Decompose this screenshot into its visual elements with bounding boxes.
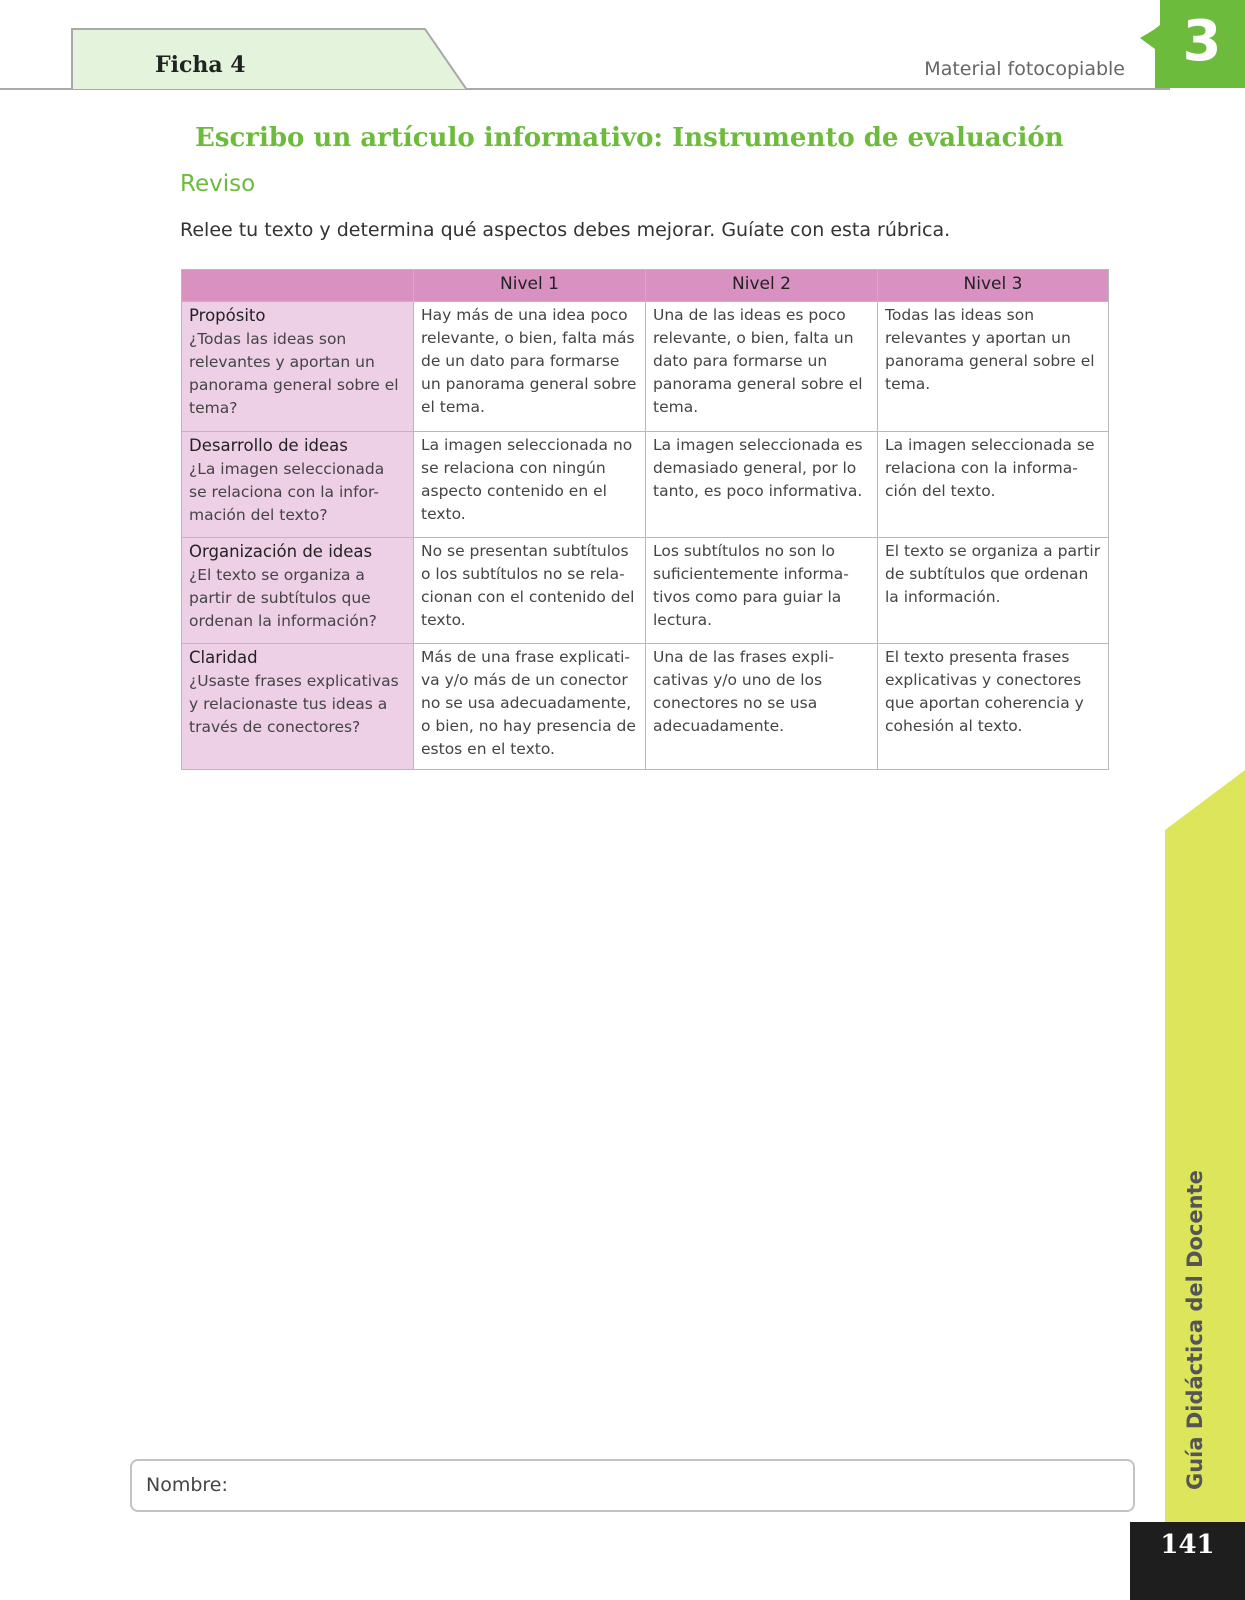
ficha-label: Ficha 4 (155, 52, 246, 78)
level-cell: El texto se organiza a partir de subtítulos que ordenan la información. (878, 538, 1109, 644)
level-cell: Una de las frases expli-cativas y/o uno de los conectores no se usa adecuadamente. (646, 644, 878, 770)
criterion-question: ¿La imagen seleccionada se relaciona con la infor-mación del texto? (189, 460, 385, 524)
level-cell: Hay más de una idea poco relevante, o bien, falta más de un dato para formarse un panorama general sobre el tema. (414, 302, 646, 432)
level-cell: Una de las ideas es poco relevante, o bien, falta un dato para formarse un panorama general sobre el tema. (646, 302, 878, 432)
table-row (182, 644, 1109, 770)
section-subtitle: Reviso (180, 171, 256, 197)
criterion-name: Claridad (189, 648, 258, 667)
material-label: Material fotocopiable (924, 58, 1125, 80)
level-cell: Todas las ideas son relevantes y aportan un panorama general sobre el tema. (878, 302, 1109, 432)
table-row (182, 538, 1109, 644)
criterion-name: Propósito (189, 306, 266, 325)
rubric-header-nivel-1: Nivel 1 (414, 270, 646, 302)
criterion-cell (182, 538, 414, 644)
instruction-text: Relee tu texto y determina qué aspectos debes mejorar. Guíate con esta rúbrica. (180, 219, 951, 241)
criterion-cell (182, 432, 414, 538)
criterion-name: Desarrollo de ideas (189, 436, 348, 455)
level-cell: No se presentan subtítulos o los subtítulos no se rela-cionan con el contenido del texto. (414, 538, 646, 644)
page-title: Escribo un artículo informativo: Instrumento de evaluación (195, 123, 1064, 153)
criterion-name: Organización de ideas (189, 542, 373, 561)
level-cell: El texto presenta frases explicativas y conectores que aportan coherencia y cohesión al texto. (878, 644, 1109, 770)
rubric-header-empty (182, 270, 414, 302)
rubric-header-row (182, 270, 1109, 302)
name-label: Nombre: (146, 1474, 228, 1496)
criterion-question: ¿El texto se organiza a partir de subtítulos que ordenan la información? (189, 566, 377, 630)
level-cell: Los subtítulos no son lo suficientemente informa-tivos como para guiar la lectura. (646, 538, 878, 644)
criterion-question: ¿Usaste frases explicativas y relacionaste tus ideas a través de conectores? (189, 672, 399, 736)
criterion-question: ¿Todas las ideas son relevantes y aportan un panorama general sobre el tema? (189, 330, 399, 417)
criterion-cell (182, 644, 414, 770)
rubric-table (181, 269, 1109, 770)
level-cell: La imagen seleccionada es demasiado general, por lo tanto, es poco informativa. (646, 432, 878, 538)
level-cell: La imagen seleccionada no se relaciona con ningún aspecto contenido en el texto. (414, 432, 646, 538)
name-field[interactable] (130, 1459, 1135, 1512)
criterion-cell (182, 302, 414, 432)
rubric-header-nivel-3: Nivel 3 (878, 270, 1109, 302)
table-row (182, 432, 1109, 538)
unit-badge-notch (1140, 20, 1170, 60)
rubric-header-nivel-2: Nivel 2 (646, 270, 878, 302)
sidebar-label: Guía Didáctica del Docente (1183, 1170, 1207, 1490)
unit-number: 3 (1182, 9, 1222, 74)
table-row (182, 302, 1109, 432)
level-cell: La imagen seleccionada se relaciona con la informa-ción del texto. (878, 432, 1109, 538)
page-number: 141 (1160, 1530, 1215, 1560)
level-cell: Más de una frase explicati-va y/o más de un conector no se usa adecuadamente, o bien, no hay presencia de estos en el texto. (414, 644, 646, 770)
